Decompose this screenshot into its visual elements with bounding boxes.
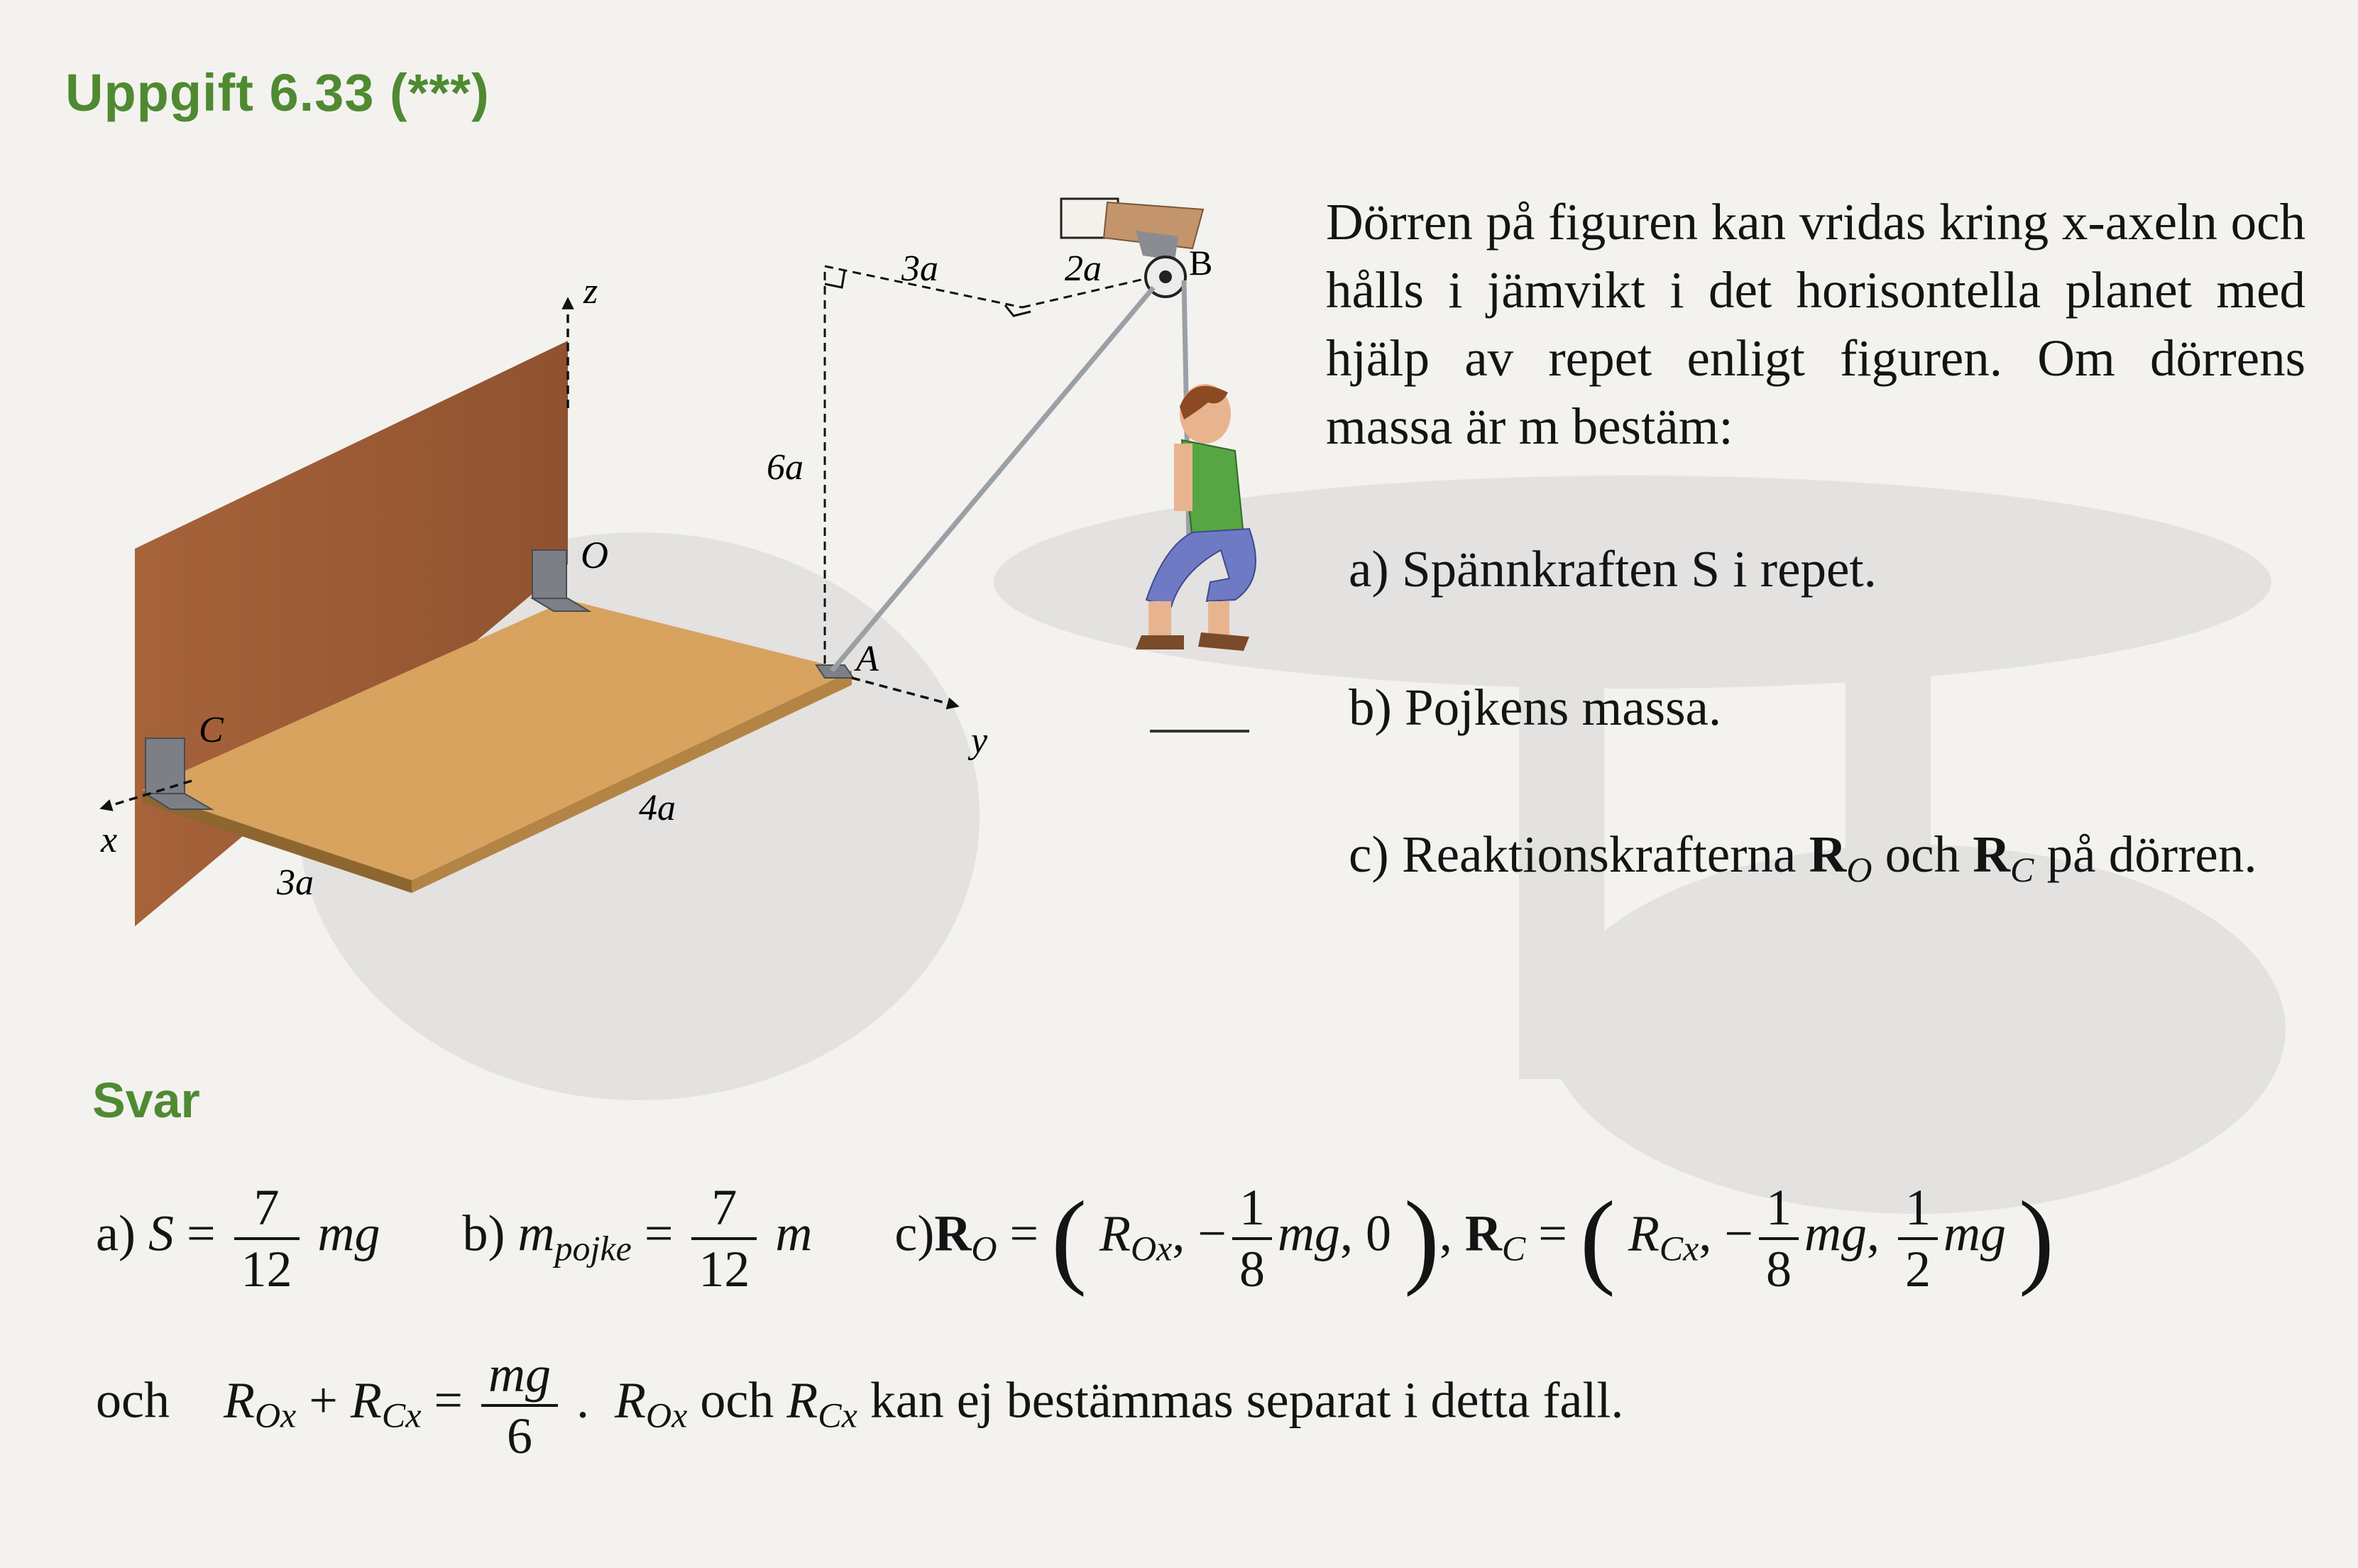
point-C-label: C xyxy=(199,710,224,750)
paren-close-2: ) xyxy=(2018,1180,2054,1298)
equals-sign: = xyxy=(186,1205,216,1262)
boy-figure xyxy=(1136,384,1256,731)
symbol-R-bold: R xyxy=(934,1205,972,1262)
answer-row-1: a) S = $\frac{7}{12}$ mg b) $m_{pojke}$ = $\frac{7}{12}$ m $c)R_O$ = ( $R_{Ox}$, − $\frac{1}{8}$ mg, 0 ), $R_C$ = ( $R_{Cx}$, − $\frac{1}{8}$ mg, $\frac{1}{2}$ mg ) xyxy=(96,1179,2054,1298)
fraction-c3: $\frac{1}{2}$ xyxy=(1898,1178,1938,1299)
answer-a-label: a) xyxy=(96,1205,136,1262)
y-axis-label: y xyxy=(971,720,988,761)
R-vector-symbol: R xyxy=(1809,826,1847,883)
symbol-S: S xyxy=(148,1205,174,1262)
paren-open-2: ( xyxy=(1579,1180,1616,1298)
point-B-label: B xyxy=(1189,243,1213,283)
question-c-mid: och xyxy=(1885,826,1961,883)
dim-label-3a-bottom: 3a xyxy=(277,862,314,903)
R-vector-symbol-2: R xyxy=(1973,826,2011,883)
answer-row-2: och $R_{Ox} + R_{Cx}$ = $\frac{mg}{6}$ . $R_{Ox}$ och $R_{Cx}$ kan ej bestämmas separat i detta fall. xyxy=(96,1346,1624,1464)
question-c-suffix: på dörren. xyxy=(2046,826,2257,883)
answer-tail-text: kan ej bestämmas separat i detta fall. xyxy=(870,1371,1624,1429)
answer-c-label: c) xyxy=(894,1205,935,1262)
dim-label-2a: 2a xyxy=(1065,248,1102,289)
symbol-m: m xyxy=(775,1205,813,1262)
paren-close: ) xyxy=(1403,1180,1440,1298)
right-angle-mark-top xyxy=(825,270,845,287)
symbol-mg: mg xyxy=(317,1205,380,1262)
point-A-label: A xyxy=(856,639,879,679)
x-axis-label: x xyxy=(101,820,118,860)
z-axis-label: z xyxy=(583,271,598,312)
subscript-C: C xyxy=(2010,850,2034,889)
fraction-sum: $\frac{mg}{6}$ xyxy=(481,1345,558,1466)
question-c xyxy=(1349,816,2314,908)
fraction-a: $\frac{7}{12}$ xyxy=(234,1178,300,1299)
dim-label-4a: 4a xyxy=(639,788,676,828)
problem-intro: Dörren på figuren kan vridas kring x-axeln och hålls i jämvikt i det horisontella planet med hjälp av repet enligt figuren. Om dörrens massa är m bestäm: xyxy=(1326,193,2305,455)
question-c-prefix: c) Reaktionskrafterna xyxy=(1349,826,1797,883)
rope-A-to-B xyxy=(832,287,1153,671)
question-a: a) Spännkraften S i repet. xyxy=(1349,540,1877,598)
symbol-m: m xyxy=(517,1205,555,1262)
y-axis xyxy=(852,678,958,706)
equals-sign: = xyxy=(644,1205,674,1262)
paren-open: ( xyxy=(1051,1180,1087,1298)
dim-label-3a-top: 3a xyxy=(901,248,938,289)
fraction-c1: $\frac{1}{8}$ xyxy=(1232,1178,1272,1299)
subscript-pojke: pojke xyxy=(554,1228,632,1268)
fraction-b: $\frac{7}{12}$ xyxy=(691,1178,757,1299)
equals-sign: = xyxy=(1009,1205,1039,1262)
fraction-c2: $\frac{1}{8}$ xyxy=(1759,1178,1799,1299)
problem-title: Uppgift 6.33 (***) xyxy=(65,63,490,122)
subscript-O: O xyxy=(1846,850,1872,889)
point-O-label: O xyxy=(581,534,608,576)
och-word: och xyxy=(96,1371,170,1429)
answer-b-label: b) xyxy=(462,1205,505,1262)
question-b: b) Pojkens massa. xyxy=(1349,679,1722,736)
door-rope-figure xyxy=(85,181,1278,962)
svar-heading: Svar xyxy=(92,1073,200,1128)
dim-label-6a: 6a xyxy=(767,447,804,488)
